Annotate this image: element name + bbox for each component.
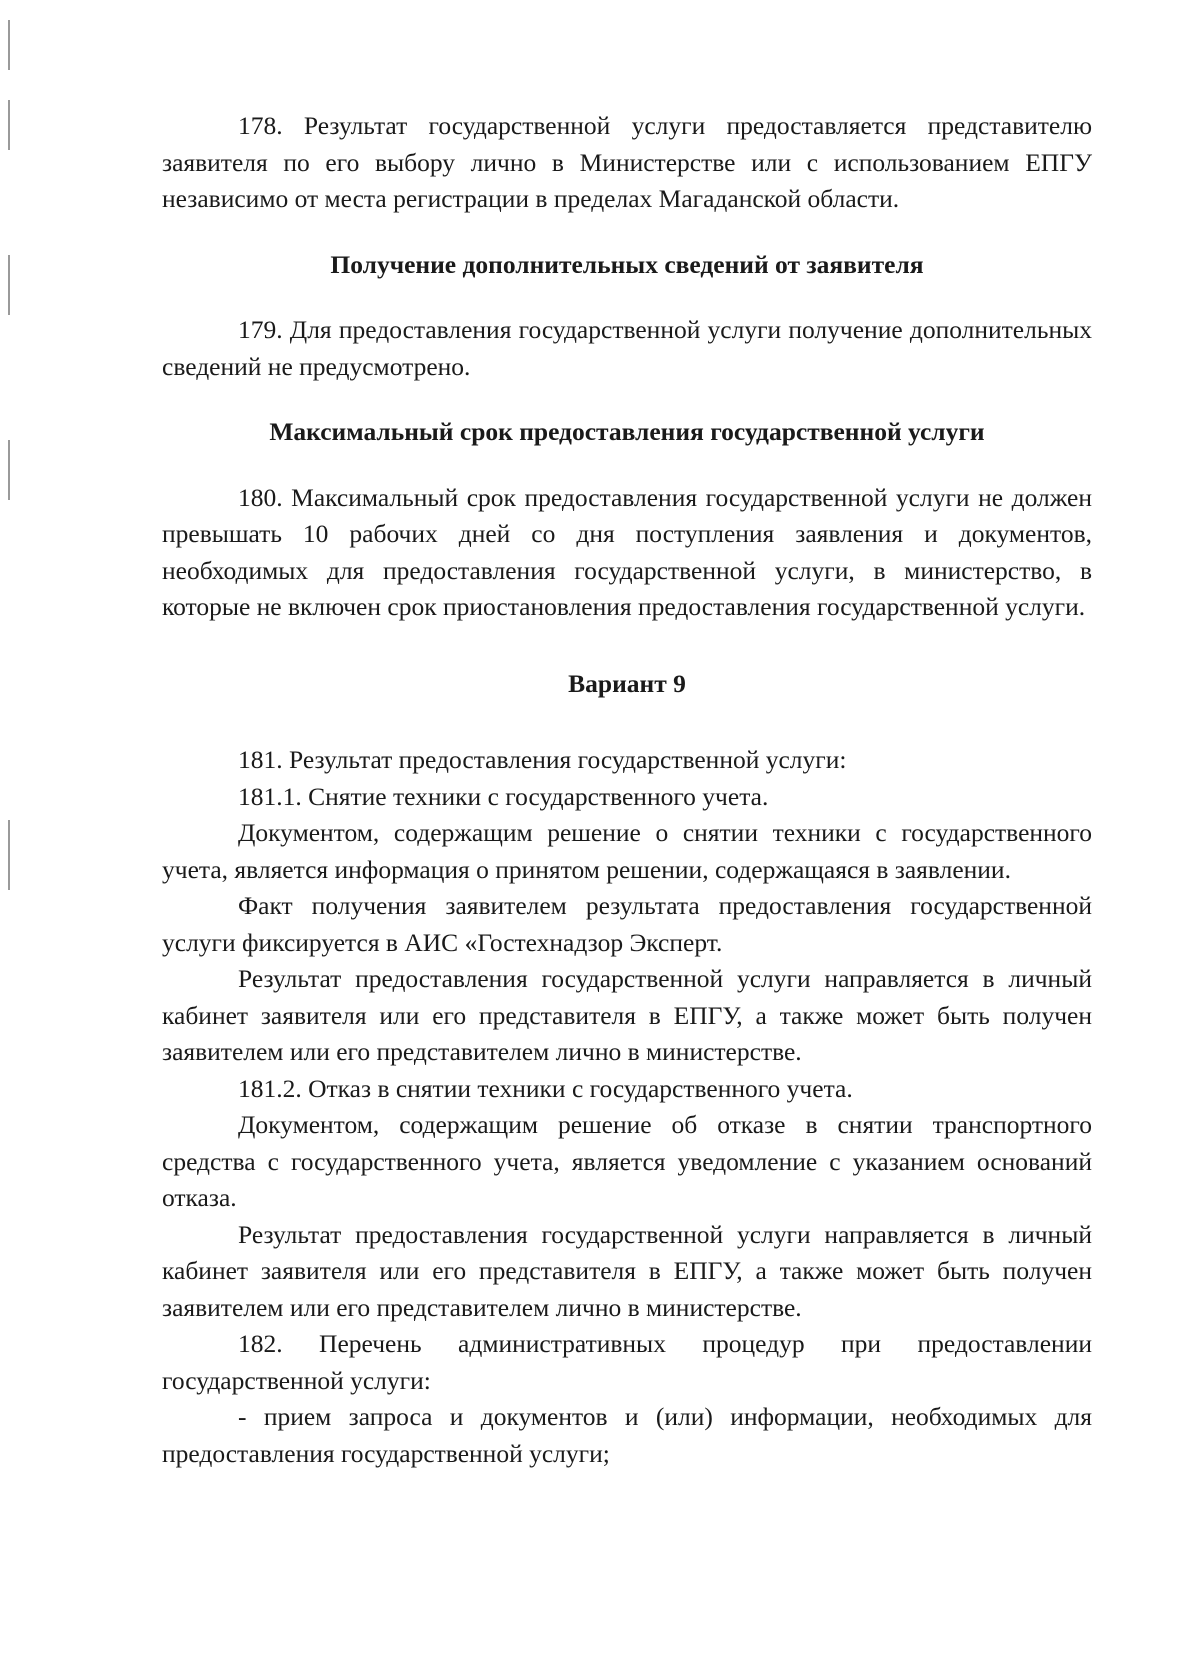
paragraph-181-2: 181.2. Отказ в снятии техники с государственного учета. <box>238 1073 853 1103</box>
scan-edge-mark <box>8 100 10 150</box>
paragraph-181-1-result: Результат предоставления государственной услуги направляется в личный кабинет заявителя или его представителя в ЕПГУ, а также может быть получен заявителем или его представителем лично в министерстве. <box>162 964 1092 1066</box>
paragraph-181-2-document: Документом, содержащим решение об отказе в снятии транспортного средства с государственного учета, является уведомление с указанием оснований отказа. <box>162 1110 1092 1212</box>
paragraph-180: 180. Максимальный срок предоставления государственной услуги не должен превышать 10 рабочих дней со дня поступления заявления и документов, необходимых для предоставления государственной услуги, в министерство, в которые не включен срок приостановления предоставления государственной услуги. <box>162 482 1092 621</box>
paragraph-181-1: 181.1. Снятие техники с государственного учета. <box>238 781 769 811</box>
paragraph-181: 181. Результат предоставления государственной услуги: <box>238 745 847 774</box>
heading-max-term: Максимальный срок предоставления государственной услуги <box>269 417 985 446</box>
heading-variant-9: Вариант 9 <box>568 668 686 698</box>
paragraph-182: 182. Перечень административных процедур при предоставлении государственной услуги: <box>162 1329 1092 1395</box>
scan-edge-mark <box>8 20 10 70</box>
paragraph-181-1-fact: Факт получения заявителем результата предоставления государственной услуги фиксируется в АИС «Гостехнадзор Эксперт. <box>162 891 1092 957</box>
paragraph-181-2-result: Результат предоставления государственной услуги направляется в личный кабинет заявителя или его представителя в ЕПГУ, а также может быть получен заявителем или его представителем лично в министерстве. <box>162 1219 1092 1322</box>
heading-additional-info: Получение дополнительных сведений от заявителя <box>330 249 924 279</box>
scan-edge-mark <box>8 820 10 890</box>
paragraph-179: 179. Для предоставления государственной услуги получение дополнительных сведений не предусмотрено. <box>162 315 1092 381</box>
document-page <box>162 108 1092 1472</box>
paragraph-181-1-document: Документом, содержащим решение о снятии техники с государственного учета, является информация о принятом решении, содержащаяся в заявлении. <box>162 818 1092 884</box>
paragraph-178: 178. Результат государственной услуги предоставляется представителю заявителя по его выбору лично в Министерстве или с использованием ЕПГУ независимо от места регистрации в пределах Магаданской области. <box>162 111 1092 213</box>
scan-edge-mark <box>8 440 10 500</box>
scan-edge-mark <box>8 255 10 315</box>
paragraph-182-item-1: - прием запроса и документов и (или) информации, необходимых для предоставления государственной услуги; <box>162 1402 1092 1468</box>
